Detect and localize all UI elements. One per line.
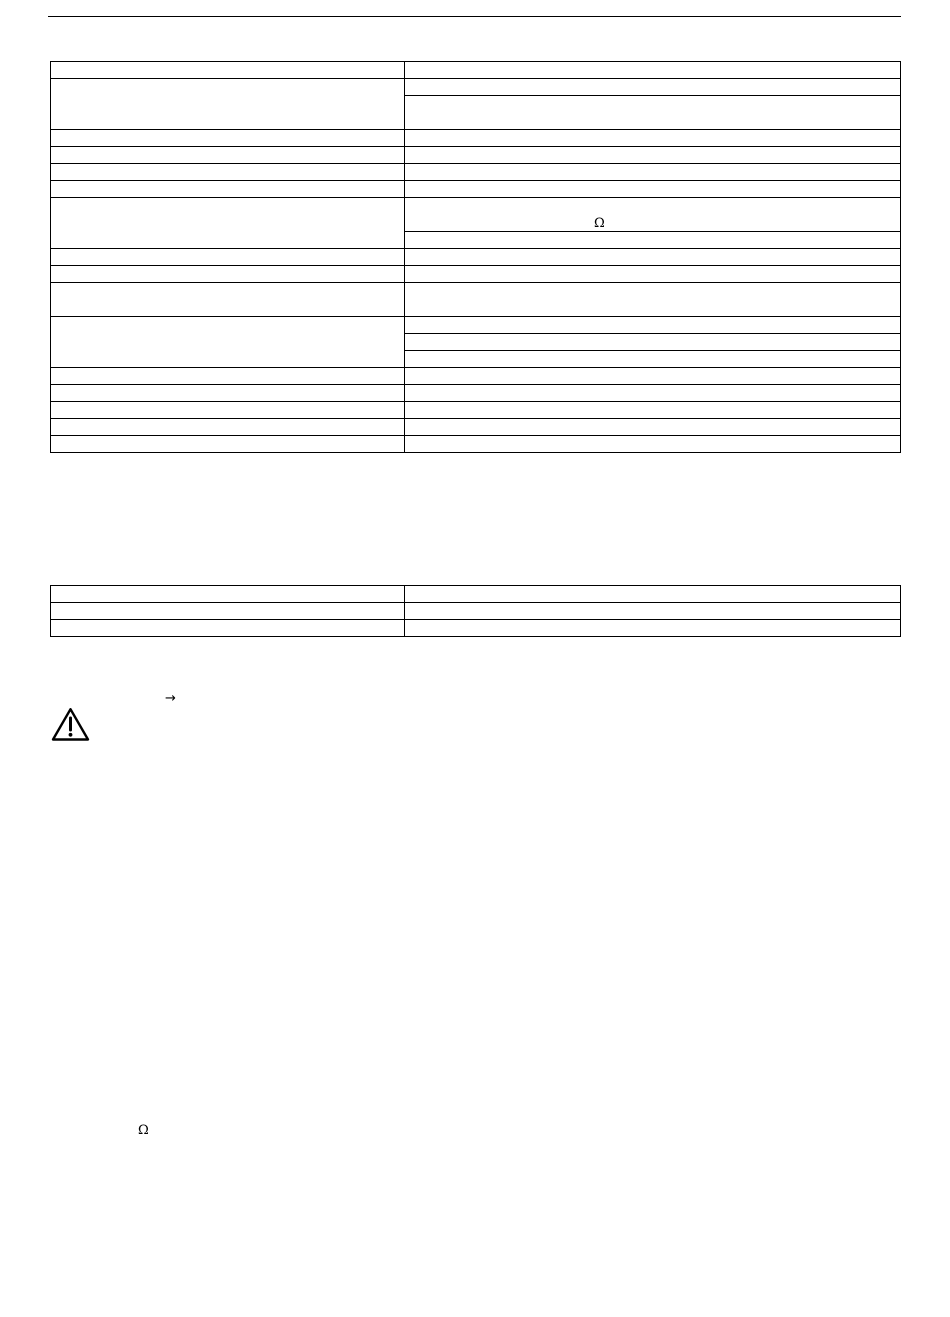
table-cell — [51, 249, 405, 266]
table-cell — [51, 198, 405, 249]
table-row — [51, 368, 901, 385]
ohm-symbol: Ω — [138, 1123, 149, 1138]
table-cell — [405, 62, 901, 79]
table-cell — [51, 79, 405, 130]
table-cell — [405, 164, 901, 181]
table-row — [51, 419, 901, 436]
table-cell — [405, 368, 901, 385]
table-cell — [51, 147, 405, 164]
table-cell — [405, 620, 901, 637]
table-cell — [51, 62, 405, 79]
table-cell — [51, 436, 405, 453]
table-cell — [405, 130, 901, 147]
table-cell — [405, 334, 901, 351]
table-row — [51, 266, 901, 283]
table-row — [51, 62, 901, 79]
table-cell — [51, 603, 405, 620]
table-row — [51, 385, 901, 402]
table-row — [51, 181, 901, 198]
table-row — [51, 147, 901, 164]
table-cell — [405, 96, 901, 130]
table-cell — [51, 620, 405, 637]
table-row — [51, 603, 901, 620]
table-cell — [51, 402, 405, 419]
table-cell — [405, 181, 901, 198]
secondary-table — [50, 585, 901, 637]
table-cell — [51, 283, 405, 317]
table-row — [51, 130, 901, 147]
specifications-table — [50, 61, 901, 453]
table-row — [51, 164, 901, 181]
table-cell — [405, 419, 901, 436]
table-cell — [51, 130, 405, 147]
header-rule — [48, 16, 901, 17]
table-cell — [51, 368, 405, 385]
table-cell — [405, 198, 901, 232]
table-cell — [405, 249, 901, 266]
table-cell — [405, 266, 901, 283]
table-cell — [51, 164, 405, 181]
table-cell — [405, 317, 901, 334]
table-row — [51, 79, 901, 96]
arrow-right-icon: → — [165, 691, 176, 706]
table-cell — [405, 351, 901, 368]
table-row — [51, 317, 901, 334]
table-cell — [405, 586, 901, 603]
table-cell — [405, 232, 901, 249]
table-cell — [51, 317, 405, 368]
table-cell — [405, 436, 901, 453]
table-row — [51, 283, 901, 317]
table-cell — [405, 385, 901, 402]
warning-triangle-icon — [51, 707, 90, 742]
table-row — [51, 402, 901, 419]
table-cell — [405, 79, 901, 96]
table-row — [51, 198, 901, 232]
ohm-symbol: Ω — [594, 216, 605, 231]
table-cell — [405, 603, 901, 620]
table-cell — [51, 266, 405, 283]
table-row — [51, 249, 901, 266]
table-cell — [405, 283, 901, 317]
table-cell — [51, 586, 405, 603]
table-row — [51, 436, 901, 453]
table-cell — [51, 419, 405, 436]
table-cell — [51, 385, 405, 402]
table-row — [51, 620, 901, 637]
table-cell — [405, 402, 901, 419]
table-row — [51, 586, 901, 603]
table-cell — [51, 181, 405, 198]
table-cell — [405, 147, 901, 164]
